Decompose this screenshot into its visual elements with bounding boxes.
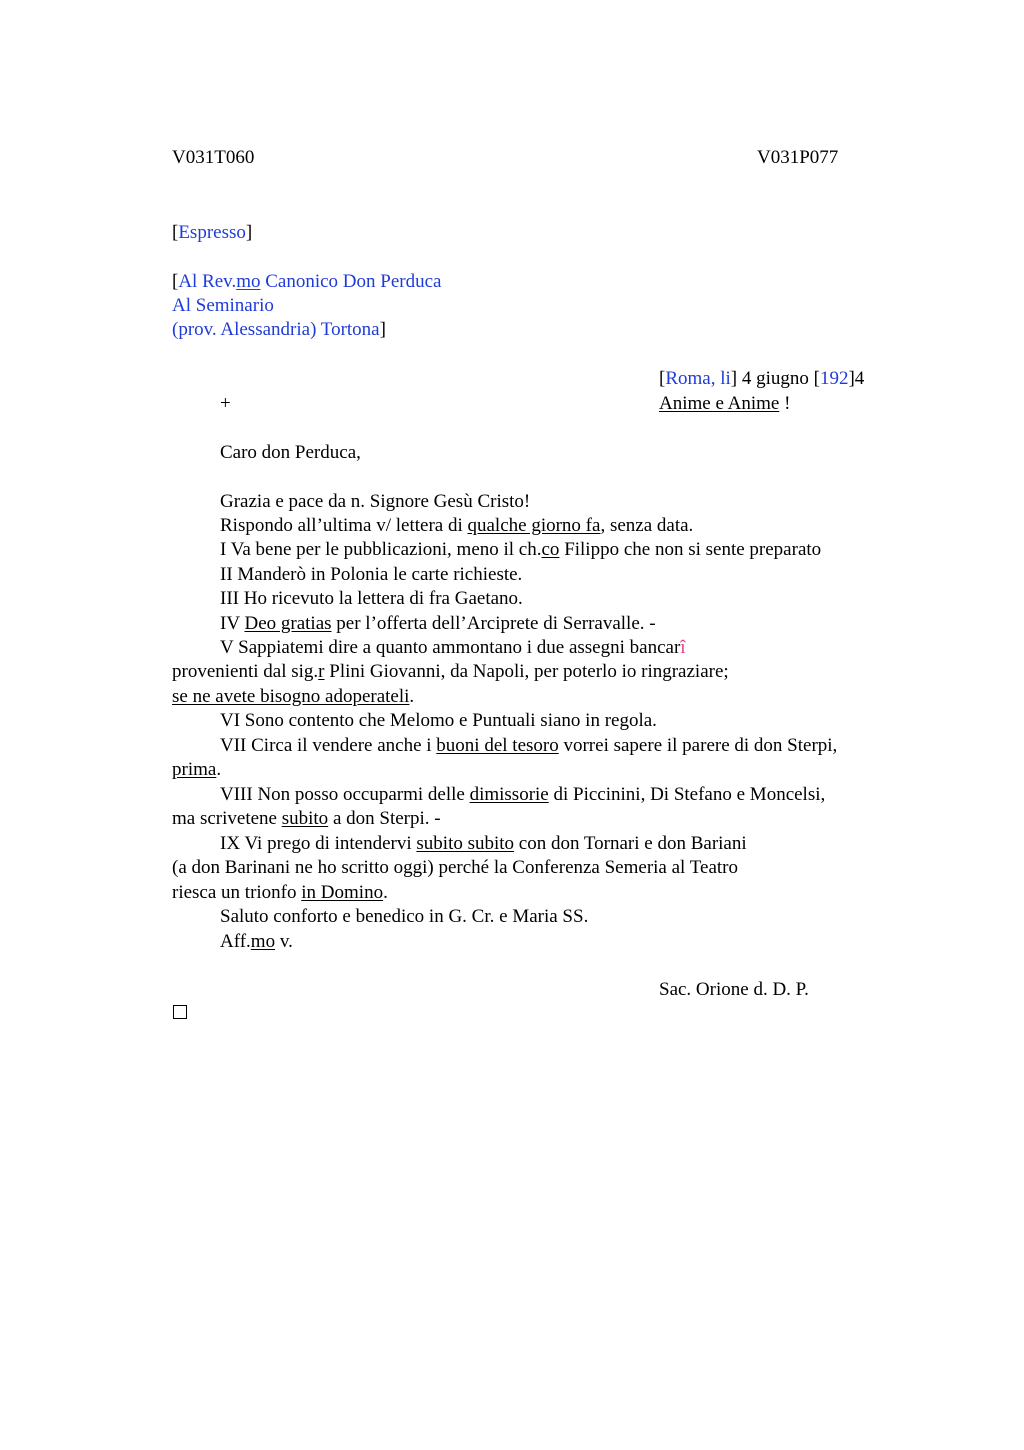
body-line: VIII Non posso occuparmi delle dimissorie di Piccinini, Di Stefano e Moncelsi, xyxy=(220,784,826,805)
motto: Anime e Anime ! xyxy=(659,393,791,414)
editorial-mark: î xyxy=(680,637,686,658)
body-line: IV Deo gratias per l’offerta dell’Arciprete di Serravalle. - xyxy=(220,613,656,634)
end-square-icon xyxy=(173,1005,187,1019)
body-line: VII Circa il vendere anche i buoni del tesoro vorrei sapere il parere di don Sterpi, xyxy=(220,735,838,756)
body-line: prima. xyxy=(172,759,222,780)
body-line: ma scrivetene subito a don Sterpi. - xyxy=(172,808,441,829)
body-line: Saluto conforto e benedico in G. Cr. e Maria SS. xyxy=(220,906,589,927)
salutation: Caro don Perduca, xyxy=(220,442,361,463)
body-line: se ne avete bisogno adoperateli. xyxy=(172,686,415,707)
page-code: V031P077 xyxy=(757,147,839,168)
document-code: V031T060 xyxy=(172,147,255,168)
dateline: [Roma, li] 4 giugno [192]4 xyxy=(659,368,865,389)
body-line: V Sappiatemi dire a quanto ammontano i due assegni bancarî xyxy=(220,637,686,658)
body-line: VI Sono contento che Melomo e Puntuali siano in regola. xyxy=(220,710,657,731)
body-line: IX Vi prego di intendervi subito subito con don Tornari e don Bariani xyxy=(220,833,747,854)
closing: Aff.mo v. xyxy=(220,931,293,952)
body-line: Rispondo all’ultima v/ lettera di qualche giorno fa, senza data. xyxy=(220,515,694,536)
body-line: riesca un trionfo in Domino. xyxy=(172,882,388,903)
address-line-2: Al Seminario xyxy=(172,295,274,316)
body-line: provenienti dal sig.r Plini Giovanni, da Napoli, per poterlo io ringraziare; xyxy=(172,661,729,682)
body-line: I Va bene per le pubblicazioni, meno il ch.co Filippo che non si sente preparato xyxy=(220,539,822,560)
body-line: III Ho ricevuto la lettera di fra Gaetano. xyxy=(220,588,523,609)
signature: Sac. Orione d. D. P. xyxy=(659,979,809,1000)
body-line: (a don Barinani ne ho scritto oggi) perché la Conferenza Semeria al Teatro xyxy=(172,857,738,878)
delivery-note: [Espresso] xyxy=(172,222,253,243)
cross-mark: + xyxy=(220,393,231,414)
address-line-3: (prov. Alessandria) Tortona] xyxy=(172,319,386,340)
address-line-1: [Al Rev.mo Canonico Don Perduca xyxy=(172,271,442,292)
body-line: Grazia e pace da n. Signore Gesù Cristo! xyxy=(220,491,531,512)
body-line: II Manderò in Polonia le carte richieste. xyxy=(220,564,523,585)
